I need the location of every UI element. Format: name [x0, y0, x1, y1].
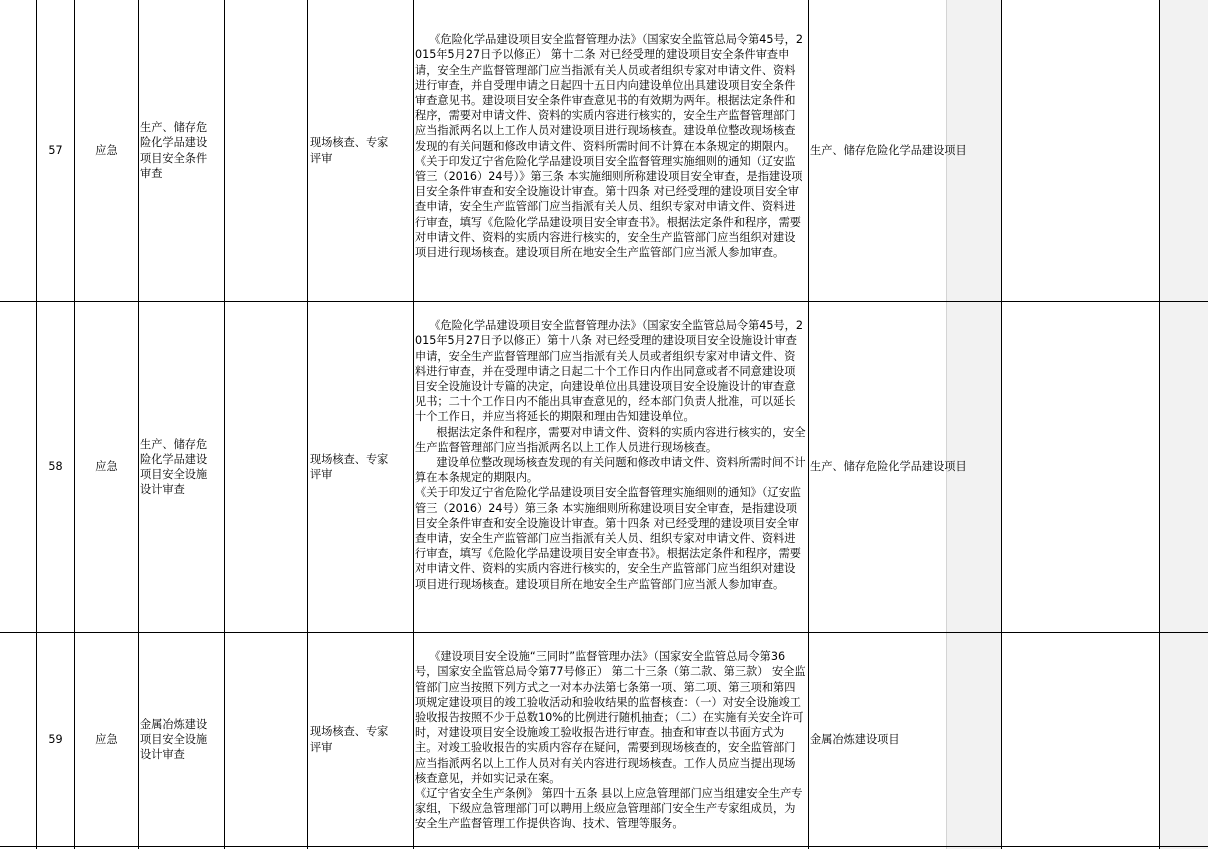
legal-basis-cell[interactable] — [415, 17, 806, 301]
method-cell[interactable] — [310, 302, 413, 632]
row-number-cell[interactable] — [37, 0, 74, 301]
grid-line — [413, 0, 414, 849]
row-number-cell[interactable] — [37, 302, 74, 632]
legal-basis-text: 《危险化学品建设项目安全监督管理办法》（国家安全监管总局令第45号，2015年5月27日予以修正）第十八条 对已经受理的建设项目安全设施设计审查申请，安全生产监督管理部门应当指派有关人员或者组织专家对申请文件、资料进行审查，并在受理申请之日起二十个工作日内作出同意或者不同意建设项目安全设施设计专篇的决定，向建设单位出具建设项目安全设施设计的审查意见书；二十个工作日内不能出具审查意见的，经本部门负责人批准，可以延长十个工作日，并应当将延长的期限和理由告知建设单位。 根据法定条件和程序，需要对申请文件、资料的实质内容进行核实的，安全生产监督管理部门应当指派两名以上工作人员进行现场核查。 建设单位整改现场核查发现的有关问题和修改申请文件、资料所需时间不计算在本条规定的期限内。 《关于印发辽宁省危险化学品建设项目安全监督管理实施细则的通知》（辽安监管三（2016）24号）第三条 本实施细则所称建设项目安全审查，是指建设项目安全条件审查和安全设施设计审查。第十四条 对已经受理的建设项目安全审查申请，安全生产监管部门应当指派有关人员、组织专家对申请文件、资料进行审查，填写《危险化学品建设项目安全审查书》。根据法定条件和程序，需要对申请文件、资料的实质内容进行核实的，安全生产监管部门应当组织对建设项目进行现场核查。建设项目所在地安全生产监管部门应当派人参加审查。 — [415, 319, 806, 591]
item-name-cell[interactable] — [140, 302, 224, 632]
grid-line — [307, 0, 308, 849]
category-cell[interactable] — [75, 633, 138, 846]
grid-line — [0, 846, 1208, 847]
column-shade — [1160, 0, 1208, 849]
method-cell[interactable] — [310, 0, 413, 301]
method-text: 现场核查、专家 评审 — [310, 136, 389, 165]
method-cell[interactable] — [310, 633, 413, 846]
scope-text: 生产、储存危险化学品建设项目 — [810, 143, 967, 157]
scope-text: 生产、储存危险化学品建设项目 — [810, 460, 967, 474]
legal-basis-text: 《建设项目安全设施“三同时”监督管理办法》（国家安全监管总局令第36号，国家安全监管总局令第77号修正） 第二十三条（第二款、第三款） 安全监管部门应当按照下列方式之一对本办法第七条第一项、第二项、第三项和第四项规定建设项目的竣工验收活动和验收结果的监督核查：（一）对安全设施竣工验收报告按照不少于总数10%的比例进行随机抽查；（二）在实施有关安全许可时，对建设项目安全设施竣工验收报告进行审查。抽查和审查以书面方式为主。对竣工验收报告的实质内容存在疑问，需要到现场核查的，安全监管部门应当指派两名以上工作人员对有关内容进行现场核查。工作人员应当提出现场核查意见，并如实记录在案。 《辽宁省安全生产条例》 第四十五条 县以上应急管理部门应当组建安全生产专家组，下级应急管理部门可以聘用上级应急管理部门安全生产专家组成员，为安全生产监督管理工作提供咨询、技术、管理等服务。 — [415, 650, 806, 831]
category-cell[interactable] — [75, 302, 138, 632]
category-text: 应急 — [95, 460, 118, 474]
legal-basis-cell[interactable] — [415, 634, 806, 846]
scope-cell[interactable] — [810, 0, 1006, 301]
method-text: 现场核查、专家 评审 — [310, 452, 389, 481]
method-text: 现场核查、专家 评审 — [310, 725, 389, 754]
item-name-text: 生产、储存危 险化学品建设 项目安全设施 设计审查 — [140, 437, 208, 497]
row-number-cell[interactable] — [37, 633, 74, 846]
row-number: 59 — [48, 732, 63, 746]
row-number: 58 — [48, 460, 63, 474]
item-name-cell[interactable] — [140, 633, 224, 846]
grid-line — [1159, 0, 1160, 849]
category-text: 应急 — [95, 732, 118, 746]
item-name-cell[interactable] — [140, 0, 224, 301]
grid-line — [138, 0, 139, 849]
row-number: 57 — [48, 143, 63, 157]
item-name-text: 生产、储存危 险化学品建设 项目安全条件 审查 — [140, 121, 208, 180]
category-text: 应急 — [95, 143, 118, 157]
item-name-text: 金属冶炼建设 项目安全设施 设计审查 — [140, 717, 208, 762]
scope-text: 金属冶炼建设项目 — [810, 732, 900, 746]
legal-basis-text: 《危险化学品建设项目安全监督管理办法》（国家安全监管总局令第45号，2015年5月27日予以修正） 第十二条 对已经受理的建设项目安全条件审查申请，安全生产监督管理部门应当指派有关人员或者组织专家对申请文件、资料进行审查，并自受理申请之日起四十五日内向建设单位出具建设项目安全条件审查意见书。建设项目安全条件审查意见书的有效期为两年。根据法定条件和程序，需要对申请文件、资料的实质内容进行核实的，安全生产监督管理部门应当指派两名以上工作人员对建设项目进行现场核查。建设单位整改现场核查发现的有关问题和修改申请文件、资料所需时间不计算在本条规定的期限内。 《关于印发辽宁省危险化学品建设项目安全监督管理实施细则的通知（辽安监管三（2016）24号）》第三条 本实施细则所称建设项目安全审查，是指建设项目安全条件审查和安全设施设计审查。第十四条 对已经受理的建设项目安全审查申请，安全生产监管部门应当指派有关人员、组织专家对申请文件、资料进行审查，填写《危险化学品建设项目安全审查书》。根据法定条件和程序，需要对申请文件、资料的实质内容进行核实的，安全生产监管部门应当组织对建设项目进行现场核查。建设项目所在地安全生产监管部门应当派人参加审查。 — [415, 33, 803, 260]
grid-line — [224, 0, 225, 849]
legal-basis-cell[interactable] — [415, 303, 806, 632]
scope-cell[interactable] — [810, 302, 1006, 632]
scope-cell[interactable] — [810, 633, 1006, 846]
category-cell[interactable] — [75, 0, 138, 301]
grid-line — [808, 0, 809, 849]
